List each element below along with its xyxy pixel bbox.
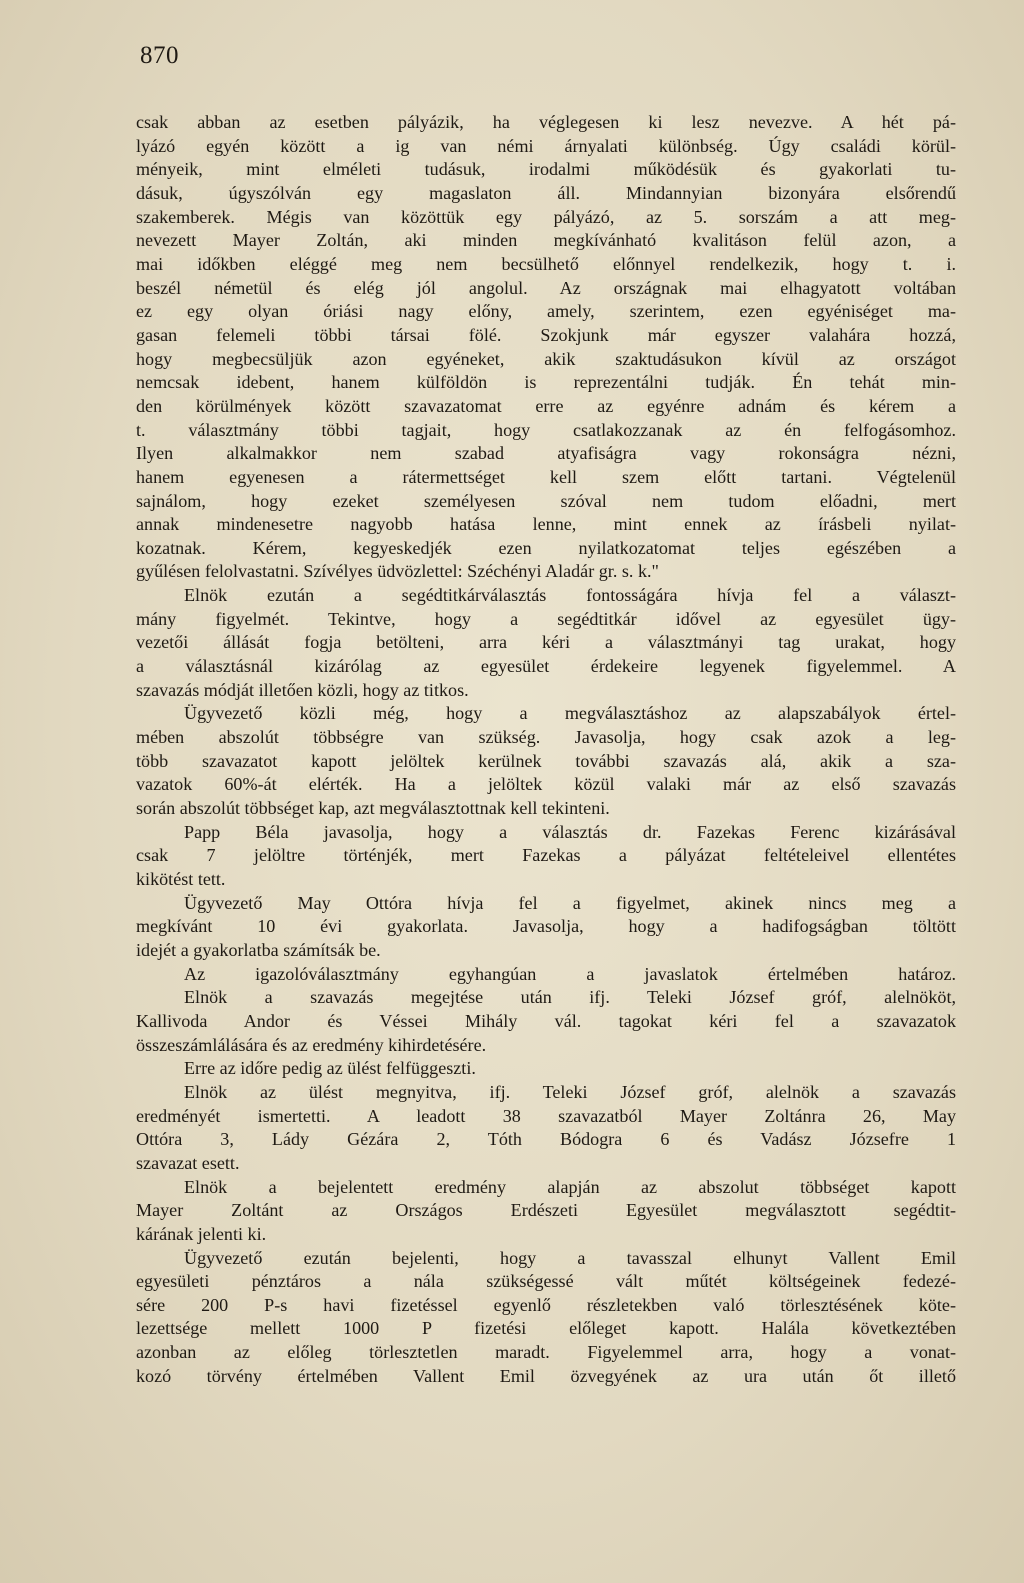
text-line: csak abban az esetben pályázik, ha véglegesen ki lesz nevezve. A hét pá- (136, 112, 956, 132)
text-line: szakemberek. Mégis van közöttük egy pályázó, az 5. sorszám a att meg- (136, 206, 956, 227)
text-line: mében abszolút többségre van szükség. Javasolja, hogy csak azok a leg- (136, 727, 956, 748)
text-line: sajnálom, hogy ezeket személyesen szóval nem tudom előadni, mert (136, 490, 956, 511)
text-line: hogy megbecsüljük azon egyéneket, akik szaktudásukon kívül az országot (136, 348, 956, 369)
text-line: kikötést tett. (136, 869, 226, 889)
text-line: ményeik, mint elméleti tudásuk, irodalmi működésük és gyakorlati tu- (136, 159, 956, 180)
text-line: Az igazolóválasztmány egyhangúan a javaslatok értelmében határoz. (184, 963, 956, 984)
text-line: szavazat esett. (136, 1152, 240, 1173)
text-line: csak 7 jelöltre történjék, mert Fazekas a pályázat feltételeivel ellentétes (136, 845, 956, 866)
text-line: szavazás módját illetően közli, hogy az titkos. (136, 679, 469, 700)
text-line: ez egy olyan óriási nagy előny, amely, szerintem, ezen egyéniséget ma- (136, 301, 956, 322)
text-line: Ügyvezető közli még, hogy a megválasztáshoz az alapszabályok értel- (184, 703, 956, 724)
text-line: kozatnak. Kérem, kegyeskedjék ezen nyilatkozatomat teljes egészében a (136, 537, 956, 558)
text-line: vazatok 60%-át elérték. Ha a jelöltek közül valaki már az első szavazás (136, 774, 956, 795)
body-text (136, 111, 956, 1388)
text-line: beszél németül és elég jól angolul. Az országnak mai elhagyatott voltában (136, 277, 956, 298)
text-line: Mayer Zoltánt az Országos Erdészeti Egyesület megválasztott segédtit- (136, 1200, 956, 1221)
text-line: nevezett Mayer Zoltán, aki minden megkívánható kvalitáson felül azon, a (136, 230, 956, 251)
text-line: Ilyen alkalmakkor nem szabad atyafiságra vagy rokonságra nézni, (136, 443, 956, 464)
text-line: Ügyvezető May Ottóra hívja fel a figyelmet, akinek nincs meg a (184, 892, 956, 913)
text-line: a választásnál kizárólag az egyesület érdekeire legyenek figyelemmel. A (136, 656, 956, 677)
text-line: lezettsége mellett 1000 P fizetési előleget kapott. Halála következtében (136, 1318, 956, 1339)
text-line: egyesületi pénztáros a nála szükségessé vált műtét költségeinek fedezé- (136, 1271, 956, 1292)
text-line: mány figyelmét. Tekintve, hogy a segédtitkár idővel az egyesület ügy- (136, 608, 956, 629)
text-line: több szavazatot kapott jelöltek kerülnek további szavazás alá, akik a sza- (136, 750, 956, 771)
text-line: azonban az előleg törlesztetlen maradt. Figyelemmel arra, hogy a vonat- (136, 1342, 956, 1363)
text-line: kozó törvény értelmében Vallent Emil özvegyének az ura után őt illető (136, 1365, 956, 1386)
text-line: dásuk, úgyszólván egy magaslaton áll. Mindannyian bizonyára elsőrendű (136, 182, 956, 203)
text-line: Elnök a bejelentett eredmény alapján az abszolut többséget kapott (184, 1176, 956, 1197)
text-line: Kallivoda Andor és Véssei Mihály vál. tagokat kéri fel a szavazatok (136, 1010, 956, 1031)
text-line: eredményét ismertetti. A leadott 38 szavazatból Mayer Zoltánra 26, May (136, 1105, 956, 1126)
text-line: Elnök ezután a segédtitkárválasztás fontosságára hívja fel a választ- (184, 585, 956, 606)
text-line: kárának jelenti ki. (136, 1223, 267, 1244)
text-line: megkívánt 10 évi gyakorlata. Javasolja, hogy a hadifogságban töltött (136, 916, 956, 937)
text-line: nemcsak idebent, hanem külföldön is reprezentálni tudják. Én tehát min- (136, 372, 956, 393)
text-line: t. választmány többi tagjait, hogy csatlakozzanak az én felfogásomhoz. (136, 419, 956, 440)
text-line: Erre az időre pedig az ülést felfüggeszti. (184, 1058, 476, 1079)
text-line: Ottóra 3, Lády Gézára 2, Tóth Bódogra 6 és Vadász Józsefre 1 (136, 1129, 956, 1150)
text-line: Elnök a szavazás megejtése után ifj. Teleki József gróf, alelnököt, (184, 987, 956, 1008)
text-line: Papp Béla javasolja, hogy a választás dr. Fazekas Ferenc kizárásával (184, 821, 956, 842)
text-line: összeszámlálására és az eredmény kihirdetésére. (136, 1034, 487, 1055)
text-line: vezetői állását fogja betölteni, arra kéri a választmányi tag urakat, hogy (136, 632, 956, 653)
text-line: során abszolút többséget kap, azt megválasztottnak kell tekinteni. (136, 798, 610, 819)
text-line: gyűlésen felolvastatni. Szívélyes üdvözlettel: Széchényi Aladár gr. s. k." (136, 561, 659, 582)
text-line: sére 200 P-s havi fizetéssel egyenlő részletekben való törlesztésének köte- (136, 1294, 956, 1315)
text-line: Ügyvezető ezután bejelenti, hogy a tavasszal elhunyt Vallent Emil (184, 1247, 956, 1268)
text-line: idejét a gyakorlatba számítsák be. (136, 939, 381, 960)
text-line: gasan felemeli többi társai fölé. Szokjunk már egyszer valahára hozzá, (136, 324, 956, 345)
text-line: hanem egyenesen a rátermettséget kell szem előtt tartani. Végtelenül (136, 466, 956, 487)
page-number: 870 (140, 42, 179, 69)
text-line: mai időkben eléggé meg nem becsülhető előnnyel rendelkezik, hogy t. i. (136, 253, 956, 274)
text-line: lyázó egyén között a ig van némi árnyalati különbség. Úgy családi körül- (136, 135, 956, 156)
text-line: den körülmények között szavazatomat erre az egyénre adnám és kérem a (136, 395, 956, 416)
text-line: Elnök az ülést megnyitva, ifj. Teleki József gróf, alelnök a szavazás (184, 1081, 956, 1102)
text-line: annak mindenesetre nagyobb hatása lenne, mint ennek az írásbeli nyilat- (136, 514, 956, 535)
